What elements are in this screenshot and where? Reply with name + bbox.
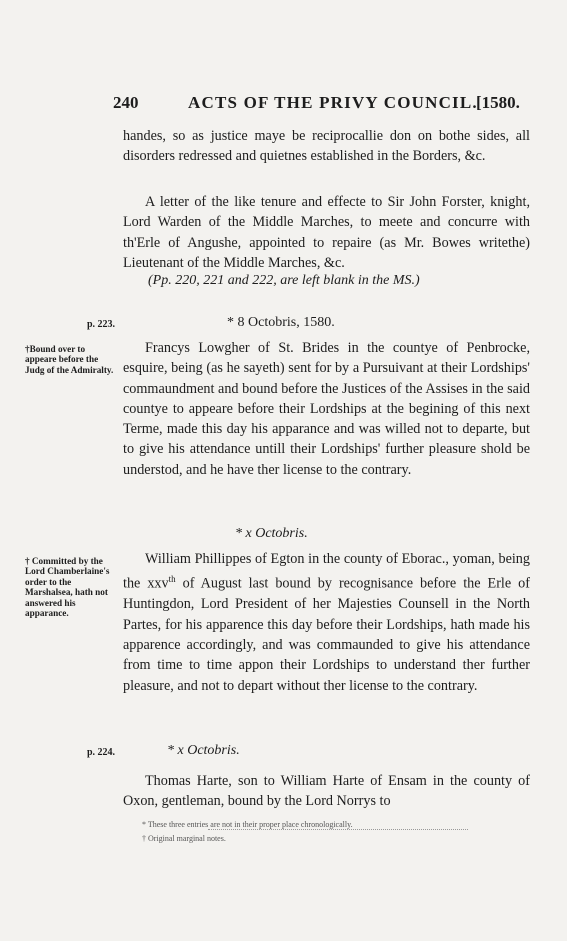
footnote-2: † Original marginal notes. [142, 834, 226, 843]
side-note-admiralty: †Bound over to appeare before the Judg of the Admiralty. [25, 344, 114, 375]
date-heading-8-october: * 8 Octobris, 1580. [227, 315, 335, 330]
paragraph-harte: Thomas Harte, son to William Harte of Ensam in the county of Oxon, gentleman, bound by the Lord Norrys to [123, 773, 530, 810]
running-year: [1580. [476, 93, 520, 112]
footnote-1: * These three entries are not in their proper place chronologically. [142, 820, 353, 829]
paragraph-border-letter-end: handes, so as justice maye be reciprocallie don on bothe sides, all disorders redressed and quietnes established in the Borders, &c. [123, 128, 530, 165]
margin-page-ref-224: p. 224. [87, 747, 116, 758]
paragraph-letter-forster: A letter of the like tenure and effecte to Sir John Forster, knight, Lord Warden of the Middle Marches, to meete and concurre with th'Erle of Angushe, appointed to repaire (as Mr. Bowes writethe) Lieutenant of the Middle Marches, &c. [123, 194, 530, 271]
date-heading-10-october-second: * x Octobris. [167, 743, 240, 758]
paragraph-lowgher: Francys Lowgher of St. Brides in the countye of Penbrocke, esquire, being (as he sayeth) sent for by a Pursuivant at their Lordships' commaundment and bound before the Justices of the Assises in the said countye to appeare before their Lordships at the begining of this next Terme, made this day his apparance and was willed not to departe, but to give his attendance untill their Lordships' further pleasure shold be understod, and he have ther license to the contrary. [123, 340, 530, 478]
date-heading-10-october: * x Octobris. [235, 526, 308, 541]
page-number: 240 [113, 93, 139, 112]
side-note-marshalsea: † Committed by the Lord Chamberlaine's order to the Marshalsea, hath not answered his apparance. [25, 556, 110, 619]
paragraph-phillippes [123, 549, 530, 696]
phillippes-text-start: William Phillippes of Egton in the county of Eborac., yoman, being the xxv [123, 551, 530, 593]
running-head [0, 93, 567, 117]
superscript-th: th [168, 574, 176, 585]
phillippes-text-rest: of August last bound by recognisance before the Erle of Huntingdon, Lord President of her Majesties Counsell in the North Partes, for his apparence this day before their Lordships, hath made his apparence accordingly, and was commaunded to give his attendance from time to time appon their Lordships to understand ther further pleasure, and not to depart without ther license to the contrary. [123, 576, 530, 694]
margin-page-ref-223: p. 223. [87, 319, 116, 330]
running-title: ACTS OF THE PRIVY COUNCIL. [188, 93, 478, 112]
blank-pages-note: (Pp. 220, 221 and 222, are left blank in the MS.) [148, 273, 420, 288]
